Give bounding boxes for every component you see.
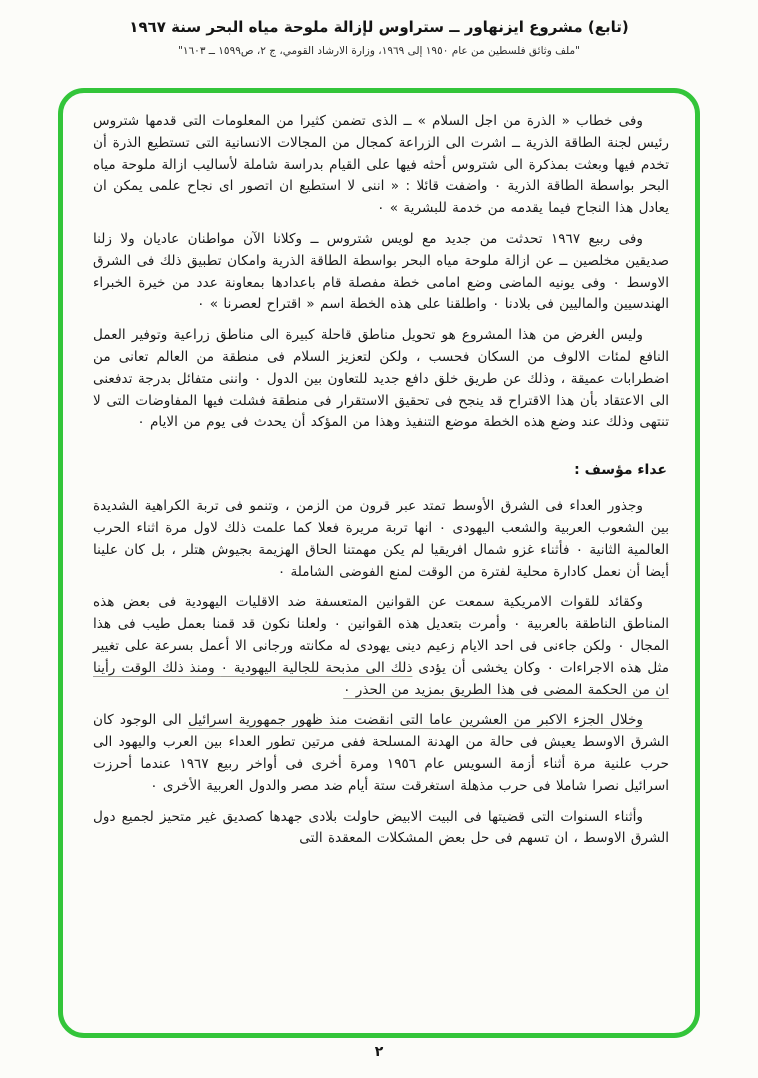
paragraph-6-underlined-text: وخلال الجزء الاكبر من العشرين عاما التى انقضت منذ ظهور جمهورية اسرائيل [187, 712, 643, 729]
paragraph-2: وفى ربيع ١٩٦٧ تحدثت من جديد مع لويس شتروس ــ وكلانا الآن مواطنان عاديان ولا زلنا صديقين مخلصين ــ عن ازالة ملوحة مياه البحر بواسطة الطاقة الذرية وامكان تطبيق ذلك فى الشرق الاوسط ۰ وفى يونيه الماضى وضع امامى خطة مفصلة قام باعدادها بمعاونة عدد من خيرة الخبراء الهندسيين والماليين فى بلادنا ۰ واطلقنا على هذه الخطة اسم « اقتراح لعصرنا » ۰ [93, 230, 669, 313]
paragraph-6 [93, 710, 669, 797]
paragraph-5-underlined-text: ذلك الى مذبحة للجالية اليهودية ۰ ومنذ ذلك الوقت رأينا ان من الحكمة المضى فى هذا الطريق بمزيد من الحذر ۰ [93, 659, 669, 698]
paragraph-6-text: الى الوجود كان الشرق الاوسط يعيش فى حالة من الهدنة المسلحة ففى مرتين تطور العداء بين العرب واليهود الى حرب علنية مرة أثناء أزمة السويس عام ١٩٥٦ ومرة أخرى فى أواخر ربيع ١٩٦٧ عندما أحرزت اسرائيل نصرا شاملا فى حرب مذهلة استغرقت ستة أيام ضد مصر والدول العربية الأخرى ۰ [93, 712, 669, 794]
body-text-column [93, 111, 669, 859]
paragraph-7: وأثناء السنوات التى قضيتها فى البيت الابيض حاولت بلادى جهدها كصديق غير متحيز لجميع دول الشرق الاوسط ، ان تسهم فى حل بعض المشكلات المعقدة التى [93, 808, 669, 847]
section-heading: عداء مؤسف : [574, 462, 667, 479]
document-title: (تابع) مشروع ايزنهاور ــ ستراوس لإزالة ملوحة مياه البحر سنة ١٩٦٧ [129, 18, 629, 36]
paragraph-3: وليس الغرض من هذا المشروع هو تحويل مناطق قاحلة كبيرة الى مناطق زراعية وتوفير العمل النافع لمئات الالوف من السكان فحسب ، ولكن لتعزيز السلام فى منطقة من العالم تعانى من اضطرابات عميقة ، وذلك عن طريق خلق دافع جديد للتعاون بين الدول ۰ واننى متفائل بدرجة تدفعنى الى الاعتقاد بأن هذا الاقتراح قد ينجح فى تحقيق الاستقرار فى منطقة فشلت فيها المفاوضات التى لا تنتهى وذلك عند وضع هذه الخطة موضع التنفيذ وهذا من المؤكد أن يحدث فى يوم من الايام ۰ [93, 327, 670, 431]
highlight-border-box [58, 88, 700, 1038]
paragraph-5 [93, 592, 669, 701]
paragraph-1: وفى خطاب « الذرة من اجل السلام » ــ الذى تضمن كثيرا من المعلومات التى قدمها شتروس رئيس لجنة الطاقة الذرية ــ اشرت الى الزراعة كمجال من المجالات الانسانية التى تستطيع الذرة أن تخدم فيها وبعثت بمذكرة الى شتروس أحثه فيها على القيام بدراسة شاملة لأساليب ازالة ملوحة مياه البحر بواسطة الطاقة الذرية ۰ واضفت قائلا : « اننى لا استطيع ان اتصور اى نجاح علمى يمكن ان يعادل هذا النجاح فيما يقدمه من خدمة للبشرية » ۰ [93, 113, 670, 217]
document-header [0, 18, 758, 57]
document-source-citation: "ملف وثائق فلسطين من عام ١٩٥٠ إلى ١٩٦٩، وزارة الارشاد القومي، ج ٢، ص١٥٩٩ ــ ١٦٠٣" [178, 45, 580, 57]
page-number: ٢ [374, 1044, 384, 1060]
paragraph-4: وجذور العداء فى الشرق الأوسط تمتد عبر قرون من الزمن ، وتنمو فى تربة الكراهية الشديدة بين الشعوب العربية والشعب اليهودى ۰ انها تربة مريرة فعلا كما علمت ذلك لاول مرة اثناء الحرب العالمية الثانية ۰ فأثناء غزو شمال افريقيا لم يكن مهمتنا الحاق الهزيمة بجيوش هتلر ، بل كان علينا أيضا أن نعمل كادارة محلية لفترة من الوقت لمنع الفوضى الشاملة ۰ [93, 498, 669, 580]
paragraph-5-text: وكقائد للقوات الامريكية سمعت عن القوانين المتعسفة ضد الاقليات اليهودية فى بعض هذه المناطق الناطقة بالعربية ۰ وأمرت بتعديل هذه القوانين ۰ ولعلنا نكون قد قمنا بعمل طيب فى هذا المجال ۰ ولكن جاءنى فى احد الايام زعيم دينى يهودى له مكانته ورجانى الا أعمل بسرعة على تغيير مثل هذه الاجراءات ۰ وكان يخشى أن يؤدى [93, 594, 670, 676]
